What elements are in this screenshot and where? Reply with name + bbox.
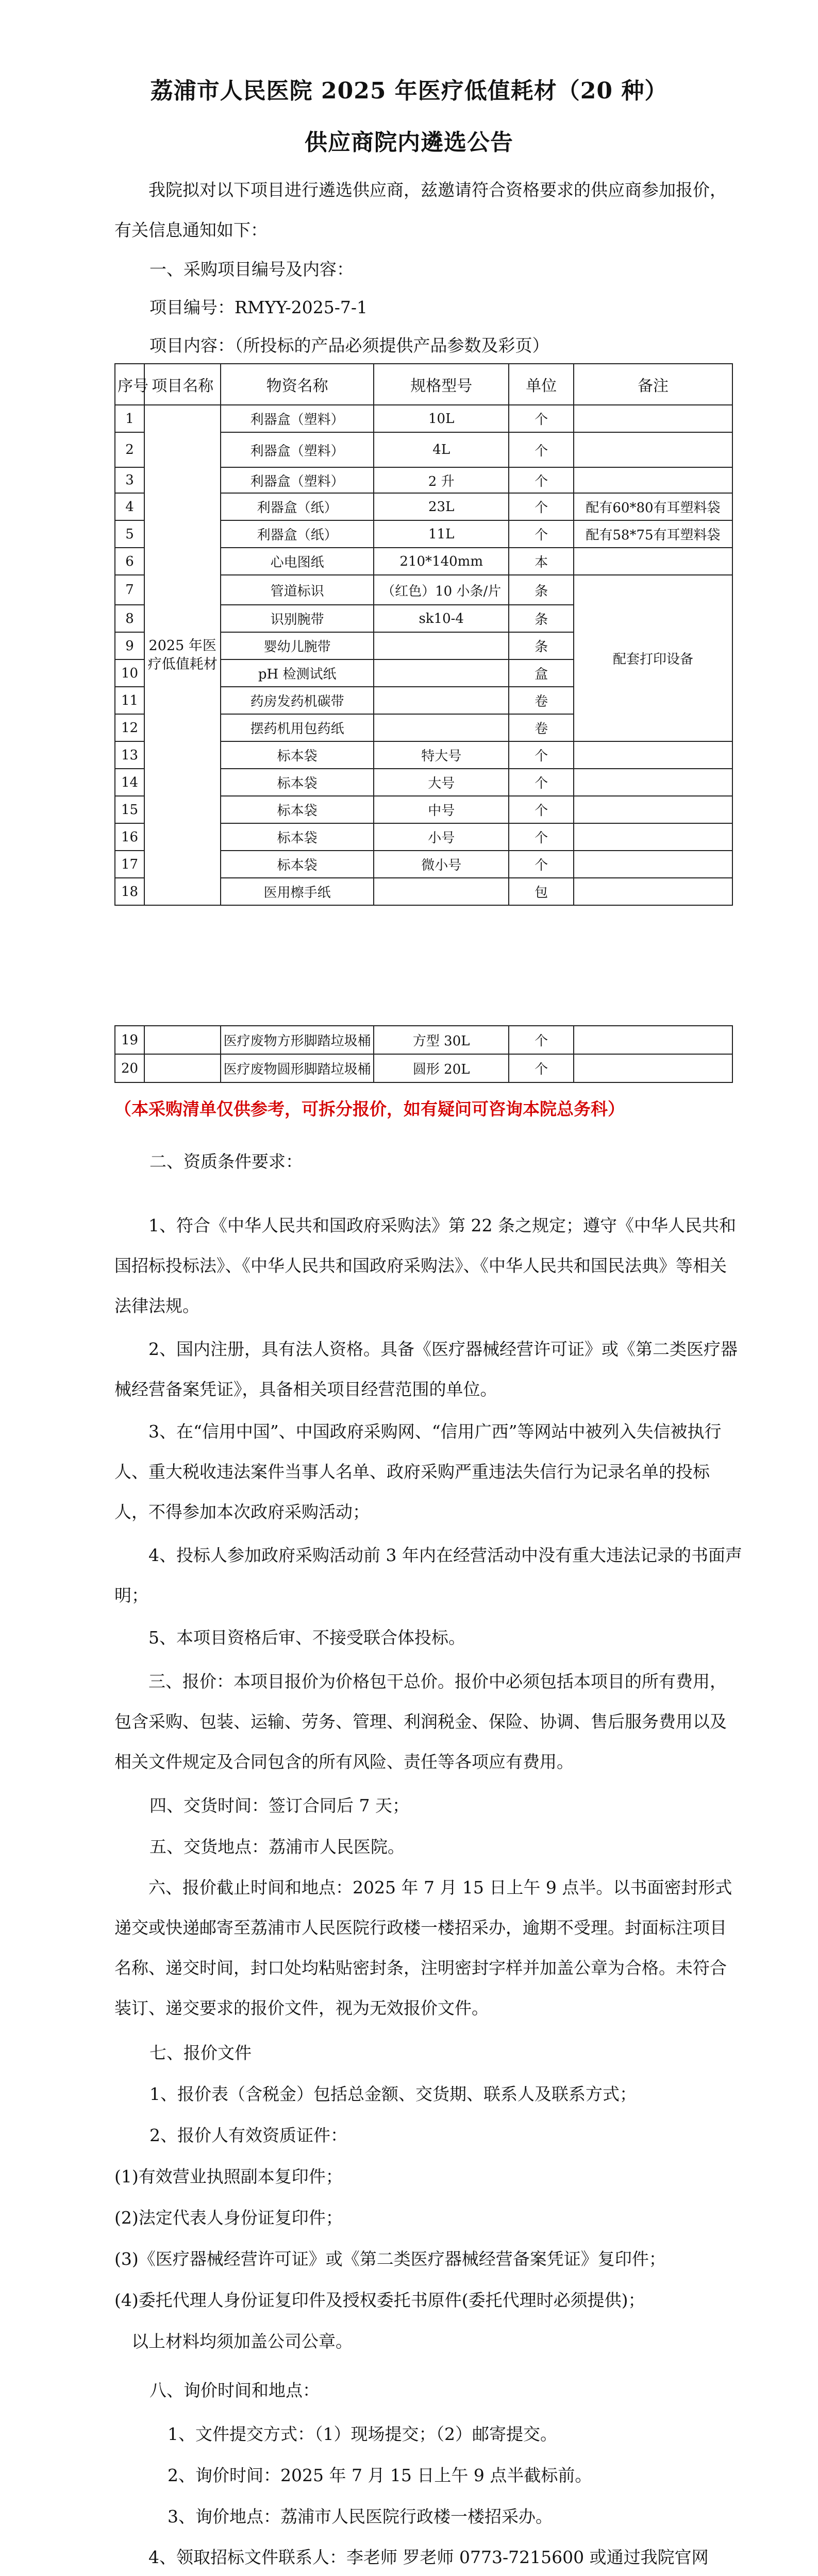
doc-stamp-note: 以上材料均须加盖公司公章。	[131, 2331, 353, 2351]
row-index: 17	[115, 851, 144, 878]
doc-item-2-3: (3)《医疗器械经营许可证》或《第二类医疗器械经营备案凭证》复印件；	[114, 2249, 666, 2269]
item-spec	[374, 632, 509, 659]
item-name: 标本袋	[221, 796, 374, 823]
item-unit: 条	[509, 605, 574, 632]
item-name: 利器盒（塑料）	[221, 467, 374, 493]
doc-item-2-2: (2)法定代表人身份证复印件；	[114, 2208, 343, 2228]
item-note	[574, 432, 732, 467]
item-note	[574, 405, 732, 432]
section-6-deadline: 六、报价截止时间和地点：2025 年 7 月 15 日上午 9 点半。以书面密封形式递交或快递邮寄至荔浦市人民医院行政楼一楼招采办，逾期不受理。封面标注项目名称、递交时间，封口处均粘贴密封条，注明密封字样并加盖公章为合格。未符合装订、递交要求的报价文件，视为无效报价文件。	[114, 1877, 732, 2018]
item-spec: sk10-4	[374, 605, 509, 632]
item-spec: 4L	[374, 432, 509, 467]
row-index: 6	[115, 548, 144, 575]
row-index: 8	[115, 605, 144, 632]
qualification-5: 5、本项目资格后审、不接受联合体投标。	[148, 1628, 465, 1648]
item-name: 标本袋	[221, 769, 374, 796]
row-index: 11	[115, 687, 144, 714]
table-body	[115, 405, 732, 905]
row-index: 7	[115, 575, 144, 605]
notice-title-line2: 供应商院内遴选公告	[305, 129, 513, 156]
item-note: 配有60*80有耳塑料袋	[574, 493, 732, 520]
row-index: 15	[115, 796, 144, 823]
doc-item-2-1: (1)有效营业执照副本复印件；	[114, 2166, 343, 2187]
item-unit: 个	[509, 741, 574, 769]
item-unit: 个	[509, 769, 574, 796]
item-spec: 2 升	[374, 467, 509, 493]
item-unit: 个	[509, 405, 574, 432]
row-index: 14	[115, 769, 144, 796]
qualification-1: 1、符合《中华人民共和国政府采购法》第 22 条之规定；遵守《中华人民共和国招标投标法》、《中华人民共和国政府采购法》、《中华人民共和国民法典》等相关法律法规。	[114, 1215, 736, 1316]
item-unit: 盒	[509, 659, 574, 687]
table-row	[115, 1026, 732, 1054]
doc-item-2: 2、报价人有效资质证件：	[149, 2125, 347, 2145]
item-unit: 个	[509, 432, 574, 467]
item-unit: 条	[509, 575, 574, 605]
item-note	[574, 823, 732, 851]
item-name: 标本袋	[221, 823, 374, 851]
project-content: 项目内容：（所投标的产品必须提供产品参数及彩页）	[149, 335, 549, 355]
row-index: 5	[115, 520, 144, 548]
item-note	[574, 741, 732, 769]
item-spec: 微小号	[374, 851, 509, 878]
item-unit: 个	[509, 520, 574, 548]
section-2-heading: 二、资质条件要求：	[149, 1151, 303, 1172]
item-spec	[374, 687, 509, 714]
qualification-3: 3、在“信用中国”、中国政府采购网、“信用广西”等网站中被列入失信被执行人、重大税收违法案件当事人名单、政府采购严重违法失信行为记录名单的投标人，不得参加本次政府采购活动；	[114, 1421, 722, 1522]
inquiry-item-3: 3、询价地点：荔浦市人民医院行政楼一楼招采办。	[168, 2506, 553, 2527]
header-index: 序号	[115, 364, 144, 405]
row-index: 16	[115, 823, 144, 851]
row-index: 20	[115, 1054, 144, 1082]
item-unit: 个	[509, 1026, 574, 1054]
item-name: 利器盒（纸）	[221, 520, 374, 548]
table-row	[115, 405, 732, 432]
item-name: 利器盒（纸）	[221, 493, 374, 520]
item-note: 配有58*75有耳塑料袋	[574, 520, 732, 548]
header-spec: 规格型号	[374, 364, 509, 405]
header-item-name: 物资名称	[221, 364, 374, 405]
item-unit: 包	[509, 878, 574, 905]
item-spec: （红色）10 小条/片	[374, 575, 509, 605]
item-unit: 个	[509, 493, 574, 520]
item-note	[574, 769, 732, 796]
item-unit: 个	[509, 823, 574, 851]
row-index: 3	[115, 467, 144, 493]
item-name: 药房发药机碳带	[221, 687, 374, 714]
item-note	[574, 851, 732, 878]
row-index: 19	[115, 1026, 144, 1054]
item-name: 利器盒（塑料）	[221, 405, 374, 432]
qualification-2: 2、国内注册，具有法人资格。具备《医疗器械经营许可证》或《第二类医疗器械经营备案凭证》，具备相关项目经营范围的单位。	[114, 1339, 738, 1399]
notice-title-line1: 荔浦市人民医院 2025 年医疗低值耗材（20 种）	[150, 78, 668, 104]
item-name: 标本袋	[221, 741, 374, 769]
item-name: 管道标识	[221, 575, 374, 605]
table-row	[115, 1054, 732, 1082]
inquiry-item-2: 2、询价时间：2025 年 7 月 15 日上午 9 点半截标前。	[168, 2465, 592, 2485]
section-4-delivery-time: 四、交货时间：签订合同后 7 天；	[149, 1795, 409, 1816]
project-category-empty	[144, 1026, 221, 1054]
row-index: 13	[115, 741, 144, 769]
item-spec: 中号	[374, 796, 509, 823]
merged-note: 配套打印设备	[574, 575, 732, 741]
item-spec	[374, 714, 509, 741]
item-name: 识别腕带	[221, 605, 374, 632]
red-note: （本采购清单仅供参考，可拆分报价，如有疑问可咨询本院总务科）	[114, 1099, 625, 1119]
item-note	[574, 878, 732, 905]
item-spec: 23L	[374, 493, 509, 520]
intro-paragraph: 我院拟对以下项目进行遴选供应商，兹邀请符合资格要求的供应商参加报价，有关信息通知如下：	[114, 180, 727, 240]
item-name: 摆药机用包药纸	[221, 714, 374, 741]
item-note	[574, 796, 732, 823]
item-unit: 个	[509, 796, 574, 823]
inquiry-item-1: 1、文件提交方式：（1）现场提交；（2）邮寄提交。	[168, 2424, 557, 2444]
procurement-table	[114, 363, 733, 906]
project-category: 2025 年医疗低值耗材	[144, 405, 221, 905]
header-unit: 单位	[509, 364, 574, 405]
qualification-4: 4、投标人参加政府采购活动前 3 年内在经营活动中没有重大违法记录的书面声明；	[114, 1545, 742, 1605]
row-index: 18	[115, 878, 144, 905]
extra-table-body	[115, 1026, 732, 1082]
row-index: 12	[115, 714, 144, 741]
item-spec: 210*140mm	[374, 548, 509, 575]
item-note	[574, 1026, 732, 1054]
item-spec	[374, 878, 509, 905]
project-number: 项目编号：RMYY-2025-7-1	[149, 297, 368, 317]
doc-item-2-4: (4)委托代理人身份证复印件及授权委托书原件(委托代理时必须提供)；	[114, 2290, 645, 2310]
table-header-row	[115, 364, 732, 405]
item-name: 标本袋	[221, 851, 374, 878]
item-note	[574, 1054, 732, 1082]
row-index: 2	[115, 432, 144, 467]
procurement-table-extra	[114, 1025, 733, 1083]
item-spec	[374, 659, 509, 687]
project-category-empty	[144, 1054, 221, 1082]
item-unit: 个	[509, 467, 574, 493]
row-index: 10	[115, 659, 144, 687]
item-spec: 特大号	[374, 741, 509, 769]
doc-item-1: 1、报价表（含税金）包括总金额、交货期、联系人及联系方式；	[149, 2084, 637, 2104]
section-5-delivery-place: 五、交货地点：荔浦市人民医院。	[149, 1837, 405, 1857]
item-name: 心电图纸	[221, 548, 374, 575]
section-7-heading: 七、报价文件	[149, 2043, 252, 2063]
item-spec: 大号	[374, 769, 509, 796]
item-name: 婴幼儿腕带	[221, 632, 374, 659]
header-note: 备注	[574, 364, 732, 405]
inquiry-item-4: 4、领取招标文件联系人：李老师 罗老师 0773-7215600 或通过我院官网	[148, 2547, 709, 2567]
item-unit: 条	[509, 632, 574, 659]
item-note	[574, 548, 732, 575]
item-spec: 圆形 20L	[374, 1054, 509, 1082]
section-8-heading: 八、询价时间和地点：	[149, 2380, 320, 2400]
item-name: 医疗废物圆形脚踏垃圾桶	[221, 1054, 374, 1082]
item-note	[574, 467, 732, 493]
row-index: 1	[115, 405, 144, 432]
item-unit: 个	[509, 1054, 574, 1082]
row-index: 4	[115, 493, 144, 520]
item-spec: 11L	[374, 520, 509, 548]
item-unit: 卷	[509, 687, 574, 714]
section-3-pricing: 三、报价：本项目报价为价格包干总价。报价中必须包括本项目的所有费用，包含采购、包装、运输、劳务、管理、利润税金、保险、协调、售后服务费用以及相关文件规定及合同包含的所有风险、责任等各项应有费用。	[114, 1671, 727, 1772]
item-unit: 个	[509, 851, 574, 878]
item-spec: 10L	[374, 405, 509, 432]
item-spec: 方型 30L	[374, 1026, 509, 1054]
section-1-heading: 一、采购项目编号及内容：	[149, 259, 354, 279]
item-name: 医疗废物方形脚踏垃圾桶	[221, 1026, 374, 1054]
item-name: 医用檫手纸	[221, 878, 374, 905]
item-name: pH 检测试纸	[221, 659, 374, 687]
header-project-name: 项目名称	[144, 364, 221, 405]
item-name: 利器盒（塑料）	[221, 432, 374, 467]
row-index: 9	[115, 632, 144, 659]
item-unit: 卷	[509, 714, 574, 741]
item-unit: 本	[509, 548, 574, 575]
item-spec: 小号	[374, 823, 509, 851]
